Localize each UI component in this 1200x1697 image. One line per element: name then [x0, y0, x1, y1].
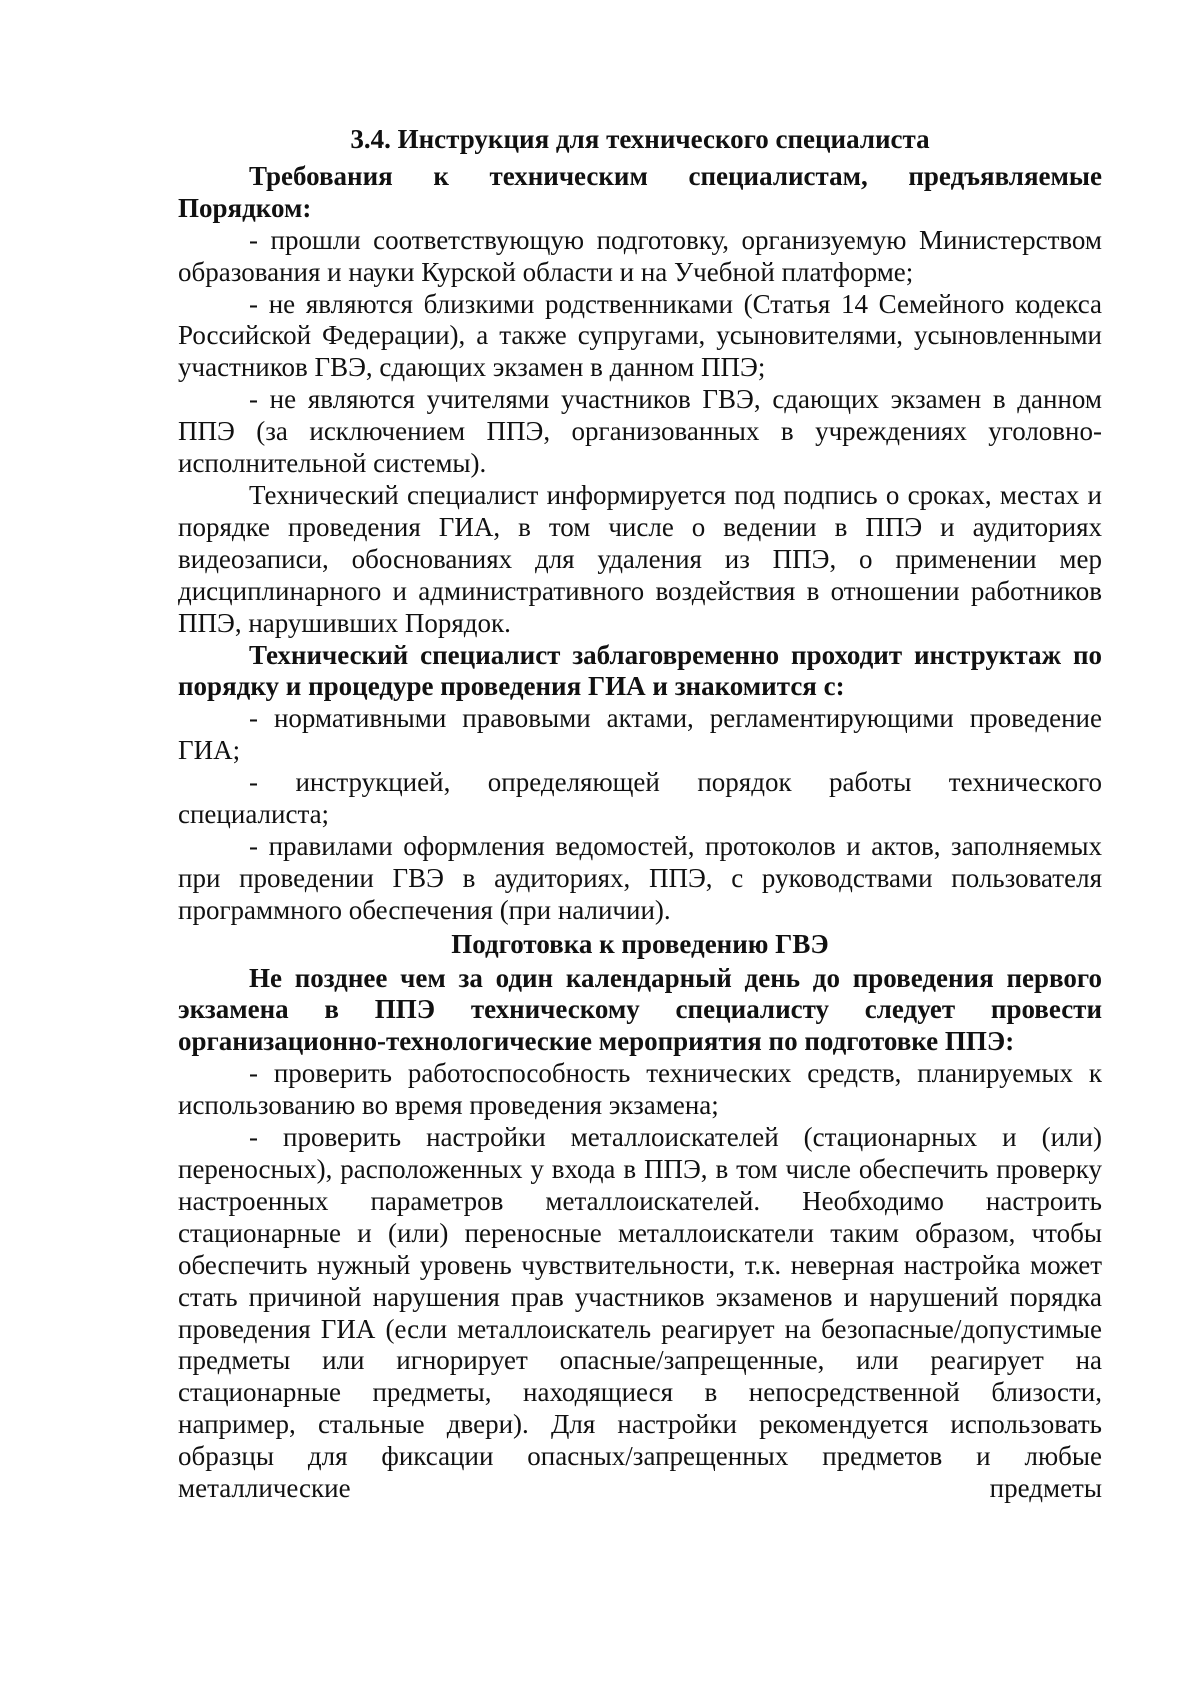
requirement-item: - прошли соответствующую подготовку, организуемую Министерством образования и науки Курской области и на Учебной платформе; — [178, 224, 1102, 287]
preparation-title: Подготовка к проведению ГВЭ — [451, 928, 829, 959]
page-content — [178, 124, 1102, 1505]
section-title: 3.4. Инструкция для технического специалиста — [350, 124, 930, 154]
requirements-intro: Требования к техническим специалистам, предъявляемые Порядком: — [178, 160, 1102, 223]
briefing-item: - инструкцией, определяющей порядок работы технического специалиста; — [178, 767, 1102, 830]
preparation-intro: Не позднее чем за один календарный день до проведения первого экзамена в ППЭ техническому специалисту следует провести организационно-технологические мероприятия по подготовке ППЭ: — [178, 962, 1102, 1057]
informed-paragraph: Технический специалист информируется под подпись о сроках, местах и порядке проведения ГИА, в том числе о ведении в ППЭ и аудиториях видеозаписи, обоснованиях для удаления из ППЭ, о применении мер дисциплинарного и административного воздействия в отношении работников ППЭ, нарушивших Порядок. — [178, 479, 1102, 638]
briefing-intro: Технический специалист заблаговременно проходит инструктаж по порядку и процедуре проведения ГИА и знакомится с: — [178, 639, 1102, 702]
preparation-item: - проверить настройки металлоискателей (стационарных и (или) переносных), расположенных у входа в ППЭ, в том числе обеспечить проверку настроенных параметров металлоискателей. Необходимо настроить стационарные и (или) переносные металлоискатели таким образом, чтобы обеспечить нужный уровень чувствительности, т.к. неверная настройка может стать причиной нарушения прав участников экзаменов и нарушений порядка проведения ГИА (если металлоискатель реагирует на безопасные/допустимые предметы или игнорирует опасные/запрещенные, или реагирует на стационарные предметы, находящиеся в непосредственной близости, например, стальные двери). Для настройки рекомендуется использовать образцы для фиксации опасных/запрещенных предметов и любые металлические предметы — [178, 1122, 1102, 1504]
requirement-item: - не являются учителями участников ГВЭ, сдающих экзамен в данном ППЭ (за исключением ППЭ, организованных в учреждениях уголовно-исполнительной системы). — [178, 384, 1102, 479]
briefing-item: - нормативными правовыми актами, регламентирующими проведение ГИА; — [178, 703, 1102, 766]
requirement-item: - не являются близкими родственниками (Статья 14 Семейного кодекса Российской Федерации), а также супругами, усыновителями, усыновленными участников ГВЭ, сдающих экзамен в данном ППЭ; — [178, 288, 1102, 383]
briefing-item: - правилами оформления ведомостей, протоколов и актов, заполняемых при проведении ГВЭ в аудиториях, ППЭ, с руководствами пользователя программного обеспечения (при наличии). — [178, 830, 1102, 925]
preparation-item: - проверить работоспособность технических средств, планируемых к использованию во время проведения экзамена; — [178, 1058, 1102, 1121]
